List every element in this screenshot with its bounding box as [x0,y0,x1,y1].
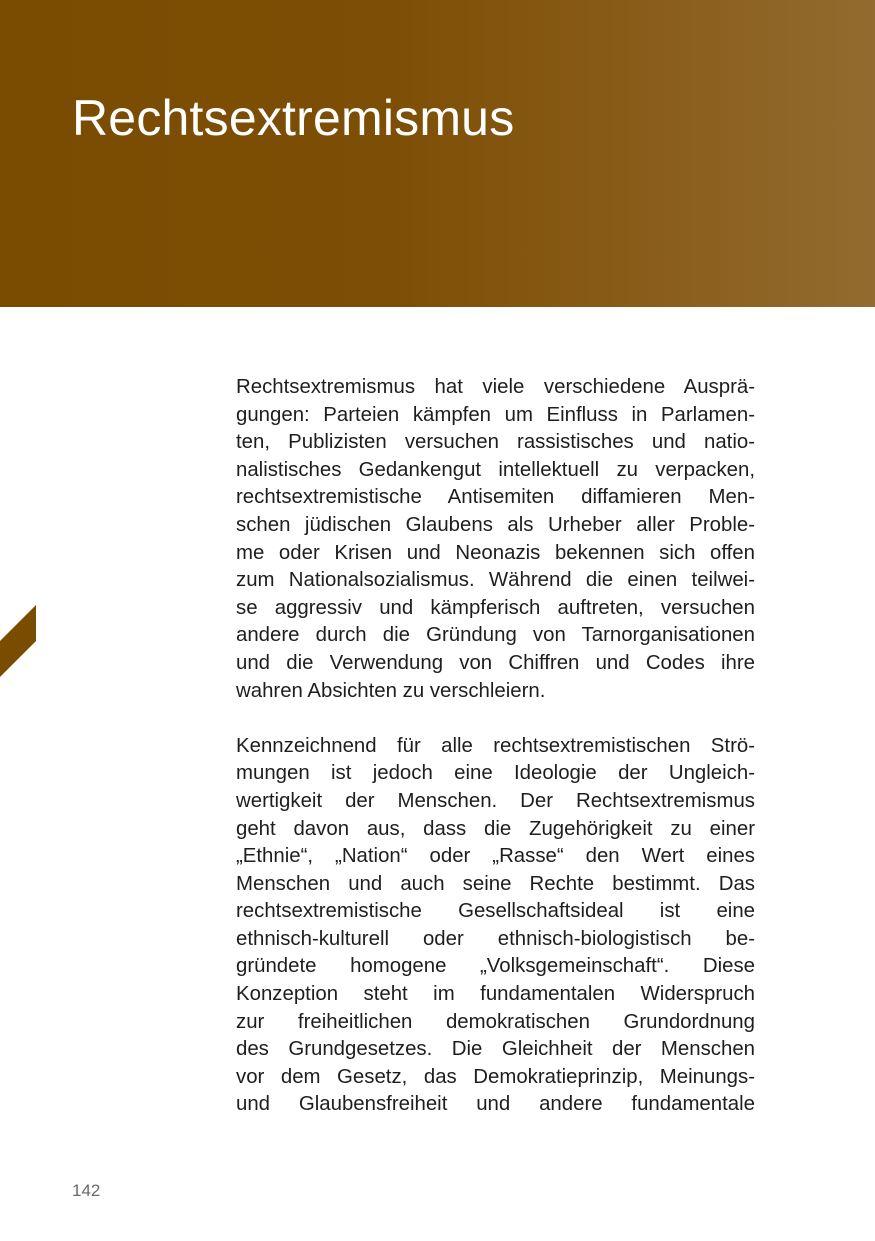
side-marker-shape [0,605,36,677]
text-line: ethnisch-kulturell oder ethnisch-biologistisch be- [236,927,755,950]
text-line: und die Verwendung von Chiffren und Codes ihre [236,651,755,674]
text-line: rechtsextremistische Antisemiten diffamieren Men- [236,486,755,509]
text-line: „Ethnie“, „Nation“ oder „Rasse“ den Wert eines [236,845,755,868]
chapter-title: Rechtsextremismus [72,90,515,146]
text-line: gungen: Parteien kämpfen um Einfluss in Parlamen- [236,403,755,426]
text-line: vor dem Gesetz, das Demokratieprinzip, Meinungs- [236,1065,755,1088]
text-line: Menschen und auch seine Rechte bestimmt. Das [236,872,755,895]
text-line: Konzeption steht im fundamentalen Widerspruch [236,983,755,1006]
body-text [236,374,755,1119]
text-line: nalistisches Gedankengut intellektuell zu verpacken, [236,458,755,481]
text-line: me oder Krisen und Neonazis bekennen sich offen [236,541,755,564]
text-line: schen jüdischen Glaubens als Urheber aller Proble- [236,513,755,536]
chapter-side-marker [0,605,36,677]
text-line: mungen ist jedoch eine Ideologie der Ungleich- [236,762,755,785]
text-line: wahren Absichten zu verschleiern. [236,679,546,702]
text-line: ten, Publizisten versuchen rassistisches und natio- [236,431,755,454]
paragraph-1 [236,374,755,705]
text-line: rechtsextremistische Gesellschaftsideal ist eine [236,900,755,923]
text-line: wertigkeit der Menschen. Der Rechtsextremismus [236,789,755,812]
chapter-header-band [0,0,875,307]
text-line: se aggressiv und kämpferisch auftreten, versuchen [236,596,755,619]
page-number: 142 [72,1181,101,1200]
text-line: Kennzeichnend für alle rechtsextremistischen Strö- [236,734,755,757]
paragraph-2 [236,733,755,1119]
text-line: und Glaubensfreiheit und andere fundamentale [236,1093,755,1116]
text-line: zur freiheitlichen demokratischen Grundordnung [236,1010,755,1033]
text-line: gründete homogene „Volksgemeinschaft“. Diese [236,955,755,978]
text-line: geht davon aus, dass die Zugehörigkeit zu einer [236,817,755,840]
text-line: des Grundgesetzes. Die Gleichheit der Menschen [236,1038,755,1061]
text-line: Rechtsextremismus hat viele verschiedene Ausprä- [236,376,755,398]
text-line: andere durch die Gründung von Tarnorganisationen [236,624,755,647]
text-line: zum Nationalsozialismus. Während die einen teilwei- [236,569,755,592]
